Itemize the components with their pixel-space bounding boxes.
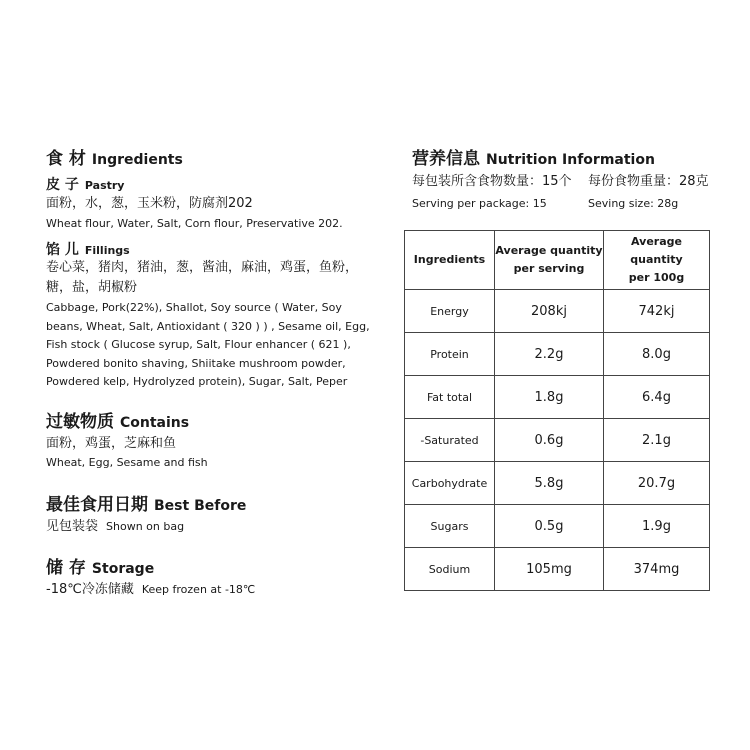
storage-heading-en: Storage [91,561,155,577]
fillings-text-en [46,299,376,392]
header-per-100g-line1: Average quantity [630,235,683,266]
per-serving-value: 208kj [495,290,604,333]
nutrition-table-header [405,231,710,290]
per-100g-value: 8.0g [604,333,710,376]
nutrient-name: Sodium [405,548,495,591]
pastry-text-en: Wheat flour, Water, Salt, Corn flour, Preservative 202. [46,217,343,230]
per-serving-value: 0.5g [495,505,604,548]
pastry-heading [46,174,366,194]
ingredients-heading-en: Ingredients [91,152,183,168]
table-row [405,548,710,591]
per-100g-value: 374mg [604,548,710,591]
contains-heading-zh: 过敏物质 [46,412,114,432]
ingredients-heading-zh: 食 材 [46,149,86,169]
pastry-heading-en: Pastry [84,179,125,192]
per-100g-value: 2.1g [604,419,710,462]
fillings-heading [46,239,366,259]
per-100g-value: 20.7g [604,462,710,505]
nutrition-heading-en: Nutrition Information [486,152,655,168]
contains-text-zh: 面粉，鸡蛋，芝麻和鱼 [46,436,177,451]
header-ingredients: Ingredients [405,231,495,290]
fillings-zh-line: 卷心菜，猪肉，猪油，葱，酱油，麻油，鸡蛋，鱼粉， [46,260,359,275]
best-before-text-en: Shown on bag [106,520,185,533]
pastry-text-zh: 面粉，水，葱，玉米粉，防腐剂202 [46,196,253,211]
table-row [405,376,710,419]
per-serving-value: 5.8g [495,462,604,505]
storage-text-en: Keep frozen at -18℃ [141,583,256,596]
nutrient-name: Sugars [405,505,495,548]
fillings-heading-en: Fillings [84,244,130,257]
per-serving-value: 0.6g [495,419,604,462]
nutrient-name: -Saturated [405,419,495,462]
serving-size-zh: 每份食物重量：28克 [588,174,709,189]
best-before-heading-zh: 最佳食用日期 [46,495,148,515]
fillings-en-line: Cabbage, Pork(22%), Shallot, Soy source ( Water, Soy [46,301,342,314]
storage-text-zh: -18℃冷冻储藏 [46,582,134,597]
nutrient-name: Carbohydrate [405,462,495,505]
table-row [405,419,710,462]
contains-heading-en: Contains [120,415,190,431]
fillings-zh-line: 糖，盐，胡椒粉 [46,280,138,295]
contains-heading [46,407,366,432]
storage-heading [46,553,366,578]
header-per-serving-line1: Average quantity [495,244,603,257]
per-100g-value: 1.9g [604,505,710,548]
header-per-serving-line2: per serving [513,262,585,275]
servings-per-package-zh: 每包装所含食物数量：15个 [412,174,572,189]
fillings-heading-zh: 馅 儿 [46,242,79,258]
table-row [405,290,710,333]
best-before-heading-en: Best Before [154,498,247,514]
nutrition-heading-zh: 营养信息 [412,149,480,169]
contains-text-en: Wheat, Egg, Sesame and fish [46,456,208,469]
nutrition-heading [412,144,732,169]
nutrition-table [404,230,710,591]
ingredients-heading [46,144,366,169]
table-row [405,505,710,548]
best-before-text-zh: 见包装袋 [46,519,99,534]
per-100g-value: 742kj [604,290,710,333]
storage-heading-zh: 储 存 [46,558,86,578]
fillings-en-line: Fish stock ( Glucose syrup, Salt, Flour enhancer ( 621 ), [46,338,351,351]
per-serving-value: 2.2g [495,333,604,376]
fillings-en-line: Powdered bonito shaving, Shiitake mushroom powder, [46,356,346,370]
nutrient-name: Protein [405,333,495,376]
header-per-100g-line2: per 100g [628,271,685,284]
best-before-text [46,517,366,537]
per-serving-value: 1.8g [495,376,604,419]
header-per-100g [604,231,710,290]
best-before-heading [46,490,366,515]
per-serving-value: 105mg [495,548,604,591]
pastry-heading-zh: 皮 子 [46,177,79,193]
servings-per-package-en: Serving per package: 15 [412,197,547,210]
nutrient-name: Fat total [405,376,495,419]
storage-text [46,580,366,600]
fillings-en-line: Powdered kelp, Hydrolyzed protein), Sugar, Salt, Peper [46,375,348,388]
per-100g-value: 6.4g [604,376,710,419]
table-row [405,333,710,376]
fillings-text-zh [46,258,366,298]
table-row [405,462,710,505]
header-per-serving [495,231,604,290]
fillings-en-line: beans, Wheat, Salt, Antioxidant ( 320 ) ) , Sesame oil, Egg, [46,319,370,333]
serving-size-en: Seving size: 28g [588,197,679,210]
nutrient-name: Energy [405,290,495,333]
